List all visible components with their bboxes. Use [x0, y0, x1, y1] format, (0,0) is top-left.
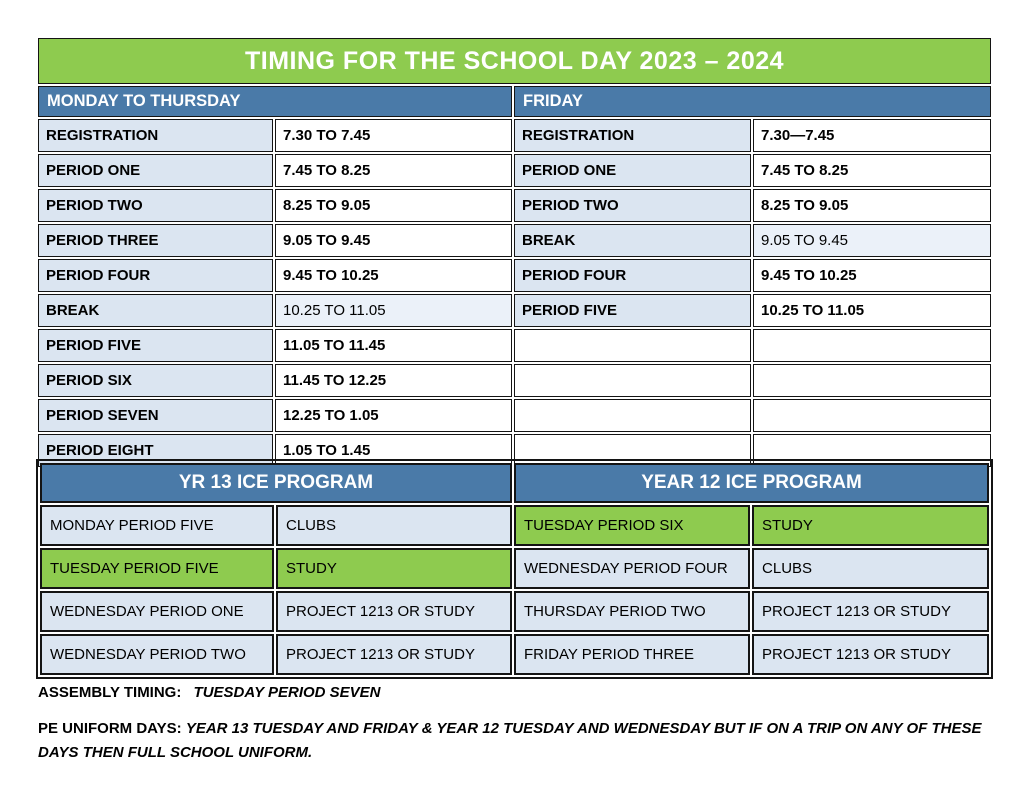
period-label-cell: PERIOD FIVE — [514, 294, 751, 327]
table-row — [38, 364, 991, 397]
ice-activity-cell: PROJECT 1213 OR STUDY — [276, 634, 512, 675]
ice-slot-cell: WEDNESDAY PERIOD ONE — [40, 591, 274, 632]
ice-slot-cell: TUESDAY PERIOD SIX — [514, 505, 750, 546]
column-header-monday-thursday: MONDAY TO THURSDAY — [38, 86, 512, 117]
table-row — [38, 329, 991, 362]
period-label-cell: REGISTRATION — [514, 119, 751, 152]
period-time-cell: 12.25 TO 1.05 — [275, 399, 512, 432]
pe-uniform-value: YEAR 13 TUESDAY AND FRIDAY & YEAR 12 TUESDAY AND WEDNESDAY BUT IF ON A TRIP ON ANY OF THESE DAYS THEN FULL SCHOOL UNIFORM. — [38, 720, 982, 761]
assembly-timing-note — [38, 684, 988, 701]
empty-cell — [753, 399, 991, 432]
period-time-cell: 9.45 TO 10.25 — [275, 259, 512, 292]
empty-cell — [514, 399, 751, 432]
assembly-timing-label: ASSEMBLY TIMING: — [38, 684, 182, 701]
period-time-cell: 8.25 TO 9.05 — [753, 189, 991, 222]
pe-uniform-note — [38, 717, 988, 765]
table-row — [38, 154, 991, 187]
period-label-cell: BREAK — [38, 294, 273, 327]
table-row — [40, 591, 989, 632]
ice-slot-cell: TUESDAY PERIOD FIVE — [40, 548, 274, 589]
table-row — [38, 224, 991, 257]
ice-program-table — [36, 459, 993, 679]
table-row — [40, 548, 989, 589]
table-row — [38, 119, 991, 152]
break-time-cell: 10.25 TO 11.05 — [275, 294, 512, 327]
empty-cell — [753, 329, 991, 362]
table-title: TIMING FOR THE SCHOOL DAY 2023 – 2024 — [38, 38, 991, 84]
period-time-cell: 8.25 TO 9.05 — [275, 189, 512, 222]
ice-activity-cell: CLUBS — [276, 505, 512, 546]
period-label-cell: PERIOD ONE — [514, 154, 751, 187]
table-row — [40, 634, 989, 675]
ice-slot-cell: WEDNESDAY PERIOD TWO — [40, 634, 274, 675]
period-label-cell: PERIOD FIVE — [38, 329, 273, 362]
ice-header-year12: YEAR 12 ICE PROGRAM — [514, 463, 989, 503]
ice-activity-cell: PROJECT 1213 OR STUDY — [752, 591, 989, 632]
ice-activity-cell: PROJECT 1213 OR STUDY — [276, 591, 512, 632]
assembly-timing-value: TUESDAY PERIOD SEVEN — [193, 684, 381, 701]
period-time-cell: 10.25 TO 11.05 — [753, 294, 991, 327]
period-time-cell: 11.45 TO 12.25 — [275, 364, 512, 397]
ice-slot-cell: WEDNESDAY PERIOD FOUR — [514, 548, 750, 589]
period-label-cell: PERIOD TWO — [514, 189, 751, 222]
ice-slot-cell: THURSDAY PERIOD TWO — [514, 591, 750, 632]
ice-header-yr13: YR 13 ICE PROGRAM — [40, 463, 512, 503]
period-label-cell: PERIOD THREE — [38, 224, 273, 257]
empty-cell — [753, 364, 991, 397]
period-time-cell: 7.30—7.45 — [753, 119, 991, 152]
period-label-cell: PERIOD FOUR — [514, 259, 751, 292]
period-time-cell: 7.30 TO 7.45 — [275, 119, 512, 152]
school-day-timing-table — [36, 36, 993, 469]
period-time-cell: 9.05 TO 9.45 — [275, 224, 512, 257]
period-label-cell: REGISTRATION — [38, 119, 273, 152]
period-label-cell: PERIOD ONE — [38, 154, 273, 187]
table-row — [38, 259, 991, 292]
period-label-cell: PERIOD FOUR — [38, 259, 273, 292]
table-row — [38, 189, 991, 222]
empty-cell — [514, 329, 751, 362]
period-label-cell: PERIOD TWO — [38, 189, 273, 222]
period-time-cell: 9.45 TO 10.25 — [753, 259, 991, 292]
pe-uniform-label: PE UNIFORM DAYS: — [38, 720, 182, 737]
period-time-cell: 7.45 TO 8.25 — [753, 154, 991, 187]
ice-activity-cell: STUDY — [276, 548, 512, 589]
table-row — [38, 294, 991, 327]
ice-slot-cell: MONDAY PERIOD FIVE — [40, 505, 274, 546]
period-label-cell: PERIOD SEVEN — [38, 399, 273, 432]
period-time-cell: 1.05 TO 1.45 — [275, 434, 512, 467]
period-label-cell: BREAK — [514, 224, 751, 257]
ice-activity-cell: PROJECT 1213 OR STUDY — [752, 634, 989, 675]
table-row — [40, 505, 989, 546]
period-label-cell: PERIOD SIX — [38, 364, 273, 397]
ice-activity-cell: CLUBS — [752, 548, 989, 589]
period-time-cell: 11.05 TO 11.45 — [275, 329, 512, 362]
period-label-cell: PERIOD EIGHT — [38, 434, 273, 467]
ice-slot-cell: FRIDAY PERIOD THREE — [514, 634, 750, 675]
period-time-cell: 7.45 TO 8.25 — [275, 154, 512, 187]
table-row — [38, 399, 991, 432]
footnotes — [38, 684, 988, 765]
break-time-cell: 9.05 TO 9.45 — [753, 224, 991, 257]
ice-activity-cell: STUDY — [752, 505, 989, 546]
empty-cell — [514, 364, 751, 397]
column-header-friday: FRIDAY — [514, 86, 991, 117]
